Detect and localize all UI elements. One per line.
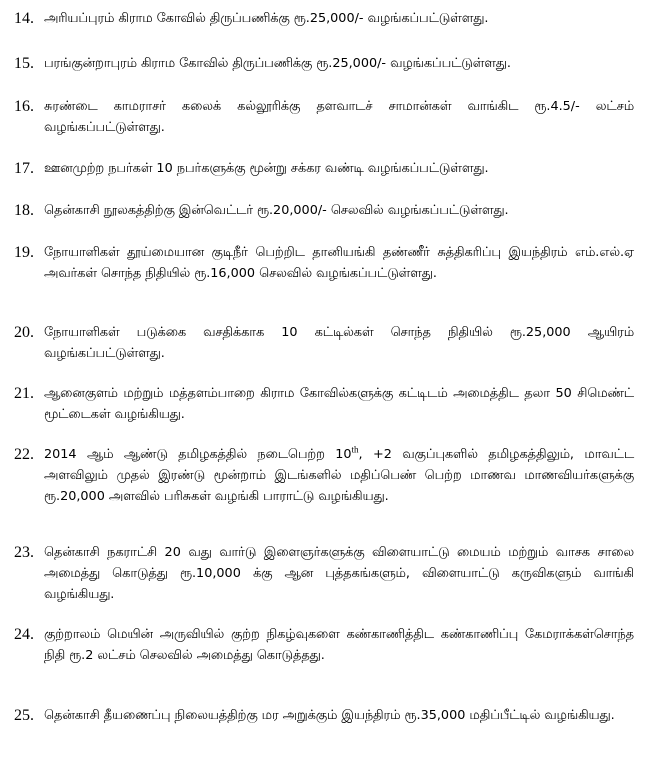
list-item-25 xyxy=(14,705,634,726)
item-text: ஆனைகுளம் மற்றும் மத்தளம்பாறை கிராம கோவில்களுக்கு கட்டிடம் அமைத்திட தலா 50 சிமெண்ட் மூட்டைகள் வழங்கியது. xyxy=(44,386,634,422)
list-item-20 xyxy=(14,322,634,364)
item-number: 18. xyxy=(14,202,34,219)
list-item-22 xyxy=(14,444,634,507)
list-item-21 xyxy=(14,383,634,425)
item-text: நோயாளிகள் படுக்கை வசதிக்காக 10 கட்டில்கள் சொந்த நிதியில் ரூ.25,000 ஆயிரம் வழங்கப்பட்டுள்ளது. xyxy=(44,325,634,361)
item-number: 23. xyxy=(14,544,34,561)
list-item-19 xyxy=(14,242,634,284)
item-number: 22. xyxy=(14,446,34,463)
item-number: 15. xyxy=(14,55,34,72)
list-item-17 xyxy=(14,158,634,179)
list-item-14 xyxy=(14,8,634,29)
ordinal-superscript: th xyxy=(351,444,359,455)
item-text: தென்காசி நூலகத்திற்கு இன்வெட்டர் ரூ.20,000/- செலவில் வழங்கப்பட்டுள்ளது. xyxy=(44,203,509,218)
item-text: குற்றாலம் மெயின் அருவியில் குற்ற நிகழ்வுகளை கண்காணித்திட கண்காணிப்பு கேமராக்கள்சொந்த நிதி ரூ.2 லட்சம் செலவில் அமைத்து கொடுத்தது. xyxy=(44,627,634,663)
item-number: 20. xyxy=(14,324,34,341)
item-number: 17. xyxy=(14,160,34,177)
item-text: அரியப்புரம் கிராம கோவில் திருப்பணிக்கு ரூ.25,000/- வழங்கப்பட்டுள்ளது. xyxy=(44,11,489,26)
item-text: தென்காசி நகராட்சி 20 வது வார்டு இளைஞர்களுக்கு விளையாட்டு மையம் மற்றும் வாசக சாலை அமைத்து கொடுத்து ரூ.10,000 க்கு ஆன புத்தகங்களும், விளையாட்டு கருவிகளும் வாங்கி வழங்கியது. xyxy=(44,545,634,602)
item-text xyxy=(44,444,634,507)
list-item-18 xyxy=(14,200,634,221)
item-text-part: , +2 வகுப்புகளில் தமிழகத்திலும், மாவட்ட அளவிலும் முதல் இரண்டு மூன்றாம் இடங்களில் மதிப்பெண் பெற்ற மாணவ மாணவியர்களுக்கு ரூ.20,000 அளவில் பரிசுகள் வழங்கி பாராட்டு வழங்கியது. xyxy=(44,447,635,504)
list-item-24 xyxy=(14,624,634,666)
item-number: 25. xyxy=(14,707,34,724)
item-number: 14. xyxy=(14,10,34,27)
item-number: 19. xyxy=(14,244,34,261)
item-number: 21. xyxy=(14,385,34,402)
item-text: ஊனமுற்ற நபர்கள் 10 நபர்களுக்கு மூன்று சக்கர வண்டி வழங்கப்பட்டுள்ளது. xyxy=(44,161,489,176)
list-item-15 xyxy=(14,53,634,74)
item-text: தென்காசி தீயணைப்பு நிலையத்திற்கு மர அறுக்கும் இயந்திரம் ரூ.35,000 மதிப்பீட்டில் வழங்கியது. xyxy=(44,708,615,723)
item-number: 16. xyxy=(14,98,34,115)
item-number: 24. xyxy=(14,626,34,643)
item-text: பரங்குன்றாபுரம் கிராம கோவில் திருப்பணிக்கு ரூ.25,000/- வழங்கப்பட்டுள்ளது. xyxy=(44,56,511,71)
item-text: நோயாளிகள் தூய்மையான குடிநீர் பெற்றிட தானியங்கி தண்ணீர் சுத்திகரிப்பு இயந்திரம் எம்.எல்.ஏ அவர்கள் சொந்த நிதியில் ரூ.16,000 செலவில் வழங்கப்பட்டுள்ளது. xyxy=(44,245,634,281)
list-item-23 xyxy=(14,542,634,605)
item-text-part: 2014 ஆம் ஆண்டு தமிழகத்தில் நடைபெற்ற 10 xyxy=(44,447,352,462)
list-item-16 xyxy=(14,96,634,138)
item-text: சுரண்டை காமராசர் கலைக் கல்லூரிக்கு தளவாடச் சாமான்கள் வாங்கிட ரூ.4.5/- லட்சம் வழங்கப்பட்டுள்ளது. xyxy=(44,99,634,135)
